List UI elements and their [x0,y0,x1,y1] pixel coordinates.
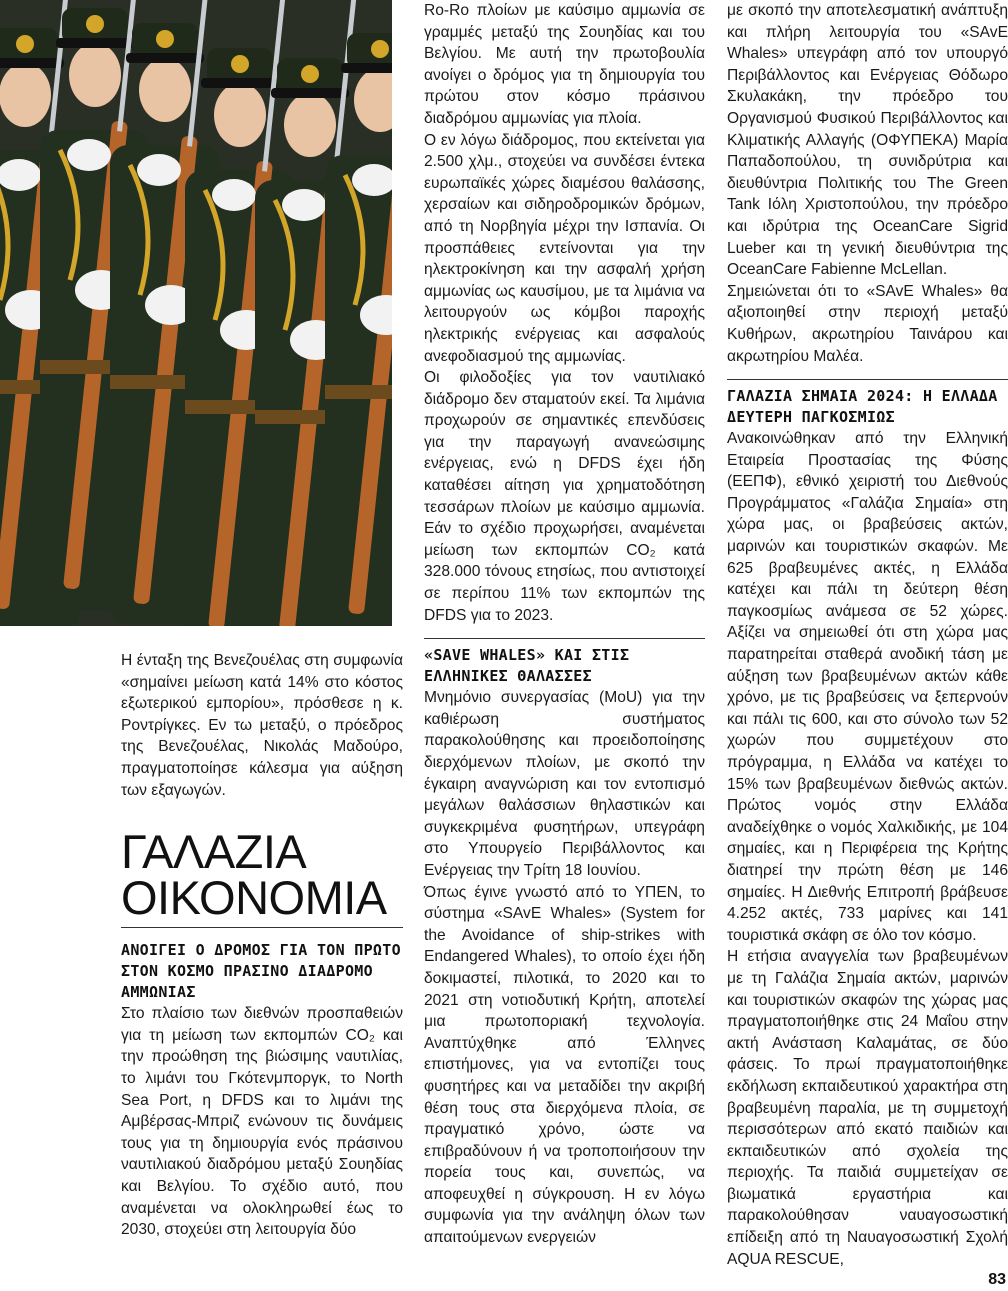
ceremonial-guard-icon [0,0,392,626]
white-glove [67,139,111,171]
section-title: ΓΑΛΑΖΙΑ ΟΙΚΟΝΟΜΙΑ [121,829,403,928]
cap-visor [56,38,134,48]
paragraph: Η ένταξη της Βενεζουέλας στη συμφωνία «σημαίνει μείωση κατά 14% στο κόστος εξωτερικού εμπορίου», πρόσθεσε η κ. Ροντρίγκες. Εν τω μεταξύ, ο πρόεδρος της Βενεζουέλας, Νικολάς Μαδούρο, πραγματοποίησε κάλεσμα για αύξηση των εξαγωγών. [121,652,403,799]
belt [325,385,392,399]
cap-badge-icon [371,40,389,58]
soldier-face [0,63,51,127]
cap-badge-icon [231,55,249,73]
white-glove [212,179,256,211]
paragraph: Σημειώνεται ότι το «SAvE Whales» θα αξιοποιηθεί στην περιοχή μεταξύ Κυθήρων, ακρωτηρίου Ταινάρου και ακρωτηρίου Μαλέα. [727,282,1008,365]
paragraph: Ro-Ro πλοίων με καύσιμο αμμωνία σε γραμμές μεταξύ της Σουηδίας και του Βελγίου. Με αυτή την πρωτοβουλία ανοίγει ο δρόμος για τη δημιουργία του πρώτου στον κόσμο πράσινου διαδρόμου αμμωνίας για πλοία. [424,2,705,127]
cap-badge-icon [156,30,174,48]
subheading: ΑΝΟΙΓΕΙ Ο ΔΡΟΜΟΣ ΓΙΑ ΤΟΝ ΠΡΩΤΟ ΣΤΟΝ ΚΟΣΜΟ ΠΡΑΣΙΝΟ ΔΙΑΔΡΟΜΟ ΑΜΜΩΝΙΑΣ [121,941,401,1002]
cap-visor [201,78,279,88]
paragraph: Στο πλαίσιο των διεθνών προσπαθειών για τη μείωση των εκπομπών CO₂ και την προώθηση της βιώσιμης ναυτιλίας, το λιμάνι του Γκότενμποργκ, το North Sea Port, η DFDS και το λιμάνι της Αμβέρσας-Μπριζ ενώνουν τις δυνάμεις τους για τη δημιουργία ενός πράσινου ναυτιλιακού διαδρόμου μεταξύ Σουηδίας και Βελγίου. Το σχέδιο αυτό, που αναμένεται να ολοκληρωθεί έως το 2030, στοχεύει στη λειτουργία δύο [121,1005,403,1239]
cap-visor [0,58,64,68]
soldier-face [139,58,191,122]
paragraph: Μνημόνιο συνεργασίας (MoU) για την καθιέρωση συστήματος παρακολούθησης και προειδοποίησης διερχόμενων πλοίων, με σκοπό την έγκαιρη αναγνώριση και τον εντοπισμό μεγάλων θαλάσσιων θηλαστικών και συγκεκριμένα φυσητήρων, υπεγράφη στο Υπουργείο Περιβάλλοντος και Ενέργειας την Τρίτη 18 Ιουνίου. [424,689,705,879]
cap-badge-icon [301,65,319,83]
paragraph: Όπως έγινε γνωστό από το ΥΠΕΝ, το σύστημα «SAvE Whales» (System for the Avoidance of ship-strikes with Endangered Whales), το οποίο έχει ήδη δοκιμαστεί, πιλοτικά, το 2020 και το 2021 στη νοτιοδυτική Κρήτη, αποτελεί μια πρωτοποριακή τεχνολογία. Αναπτύχθηκε από Έλληνες επιστήμονες, για να εντοπίζει τους φυσητήρες και να μεταδίδει την ακριβή θέση τους στα διερχόμενα πλοία, σε πραγματικό χρόνο, ώστε να επιβραδύνουν ή να τροποποιήσουν την πορεία τους και, συνεπώς, να αποφευχθεί η σύγκρουση. Η εν λόγω συμφωνία για την ανάληψη όλων των απαιτούμενων ενεργειών [424,883,705,1247]
article-column-1 [121,650,403,1241]
cap-badge-icon [16,35,34,53]
article-column-3 [727,0,1008,1270]
cap-visor [126,53,204,63]
white-glove [282,189,326,221]
article-column-2 [424,0,705,1249]
soldier-face [284,93,336,157]
soldier-face [69,43,121,107]
cap-badge-icon [86,15,104,33]
subheading: «SAVE WHALES» ΚΑΙ ΣΤΙΣ ΕΛΛΗΝΙΚΕΣ ΘΑΛΑΣΣΕΣ [424,638,705,687]
cap-visor [271,88,349,98]
cap-visor [341,63,392,73]
subheading: ΓΑΛΑΖΙΑ ΣΗΜΑΙΑ 2024: Η ΕΛΛΑΔΑ ΔΕΥΤΕΡΗ ΠΑΓΚΟΣΜΙΩΣ [727,379,1008,428]
paragraph: Ο εν λόγω διάδρομος, που εκτείνεται για 2.500 χλμ., στοχεύει να συνδέσει έντεκα ευρωπαϊκές χώρες διαμέσου θαλάσσης, χερσαίων και σιδηροδρομικών δρόμων, από τη Νορβηγία μέχρι την Ισπανία. Οι προσπάθειες εντείνονται για την ηλεκτροκίνηση και την ασφαλή χρήση αμμωνίας ως καυσίμου, με τα λιμάνια να λειτουργούν ως κόμβοι παροχής ηλεκτρικής ενέργειας και ασφαλούς ανεφοδιασμού της αμμωνίας. [424,131,705,365]
paragraph: Η ετήσια αναγγελία των βραβευμένων με τη Γαλάζια Σημαία ακτών, μαρινών και τουριστικών σκαφών της χώρας μας πραγματοποιήθηκε στις 24 Μαΐου στην ακτή Ανάσταση Καλαμάτας, σε δύο φάσεις. Το πρωί πραγματοποιήθηκε εκδήλωση εκπαιδευτικού χαρακτήρα στη βραβευμένη παραλία, με τη συμμετοχή περισσότερων από εκατό παιδιών και εκπαιδευτικών από σχολεία της περιοχής. Τα παιδιά συμμετείχαν σε βιωματικά εργαστήρια και παρακολούθησαν ναυαγοσωστική επίδειξη από τη Ναυαγοσωστική Σχολή AQUA RESCUE, [727,948,1008,1268]
paragraph: Ανακοινώθηκαν από την Ελληνική Εταιρεία Προστασίας της Φύσης (ΕΕΠΦ), εθνικό χειριστή του Διεθνούς Προγράμματος «Γαλάζια Σημαία» στη χώρα μας, οι βραβεύσεις ακτών, μαρινών και τουριστικών σκαφών. Με 625 βραβευμένες ακτές, η Ελλάδα κατέχει και πάλι τη δεύτερη θέση παγκοσμίως ανάμεσα σε 52 χώρες. Αξίζει να σημειωθεί ότι στη χώρα μας παρατηρείται σταθερά ανοδική τάση με αύξηση των βραβευμένων ακτών κάθε χρόνο, με τις βραβεύσεις να ξεπερνούν και πάλι τις 600, και στο σύνολο των 52 χωρών που συμμετέχουν στο πρόγραμμα, η Ελλάδα να κατέχει το 15% των βραβευμένων διεθνώς ακτών. Πρώτος νομός στην Ελλάδα αναδείχθηκε ο νομός Χαλκιδικής, με 104 σημαίες, και η Περιφέρεια της Κρήτης διατηρεί την πρώτη θέση με 146 σημαίες. Η Διεθνής Επιτροπή βράβευσε 4.252 ακτές, 733 μαρίνες και 141 τουριστικά σκάφη σε όλο τον κόσμο. [727,430,1008,944]
paragraph: με σκοπό την αποτελεσματική ανάπτυξη και πλήρη λειτουργία του «SAvE Whales» υπεγράφη από τον υπουργό Περιβάλλοντος και Ενέργειας Θόδωρο Σκυλακάκη, την πρόεδρο του Οργανισμού Φυσικού Περιβάλλοντος και Κλιματικής Αλλαγής (ΟΦΥΠΕΚΑ) Μαρία Παπαδοπούλου, τη συνιδρύτρια και διευθύντρια Πολιτικής του The Green Tank Ιόλη Χριστοπούλου, την πρόεδρο και ιδρύτρια της OceanCare Sigrid Lueber και τη γενική διευθύντρια της OceanCare Fabienne McLellan. [727,2,1008,279]
honor-guard-photo [0,0,392,626]
soldier-face [214,83,266,147]
white-glove [137,154,181,186]
page-number: 83 [988,1271,1006,1288]
paragraph: Οι φιλοδοξίες για τον ναυτιλιακό διάδρομο δεν σταματούν εκεί. Τα λιμάνια προχωρούν σε σημαντικές επενδύσεις για την παραγωγή ανανεώσιμης ενέργειας, ενώ η DFDS έχει ήδη καταθέσει αίτηση για χρηματοδότηση τεσσάρων πλοίων με καύσιμο αμμωνία. Εάν το σχέδιο προχωρήσει, αναμένεται μείωση των εκπομπών CO₂ κατά 328.000 τόνους ετησίως, που αντιστοιχεί σε περίπου 11% των εκπομπών της DFDS για το 2023. [424,369,705,624]
